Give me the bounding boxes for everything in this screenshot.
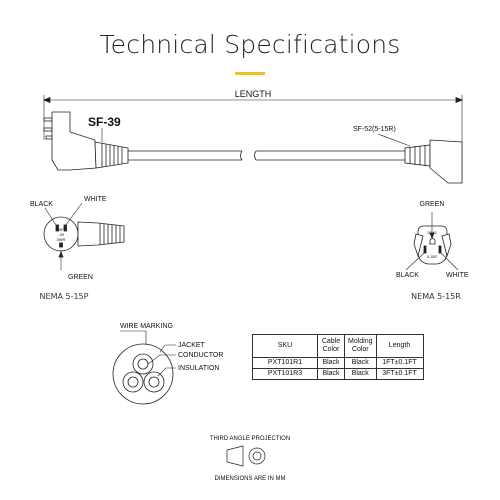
third-angle-projection-icon <box>227 446 265 466</box>
receptacle-black-label: BLACK <box>396 272 419 279</box>
insulation-label: INSULATION <box>178 365 220 372</box>
receptacle-green-label: GREEN <box>419 201 445 208</box>
table-cell-molding-color: Black <box>345 369 377 380</box>
plug-green-label: GREEN <box>68 274 93 281</box>
table-cell-sku: PXT101R1 <box>253 358 318 369</box>
receptacle-caption: NEMA 5-15R <box>411 292 461 301</box>
receptacle-white-label: WHITE <box>446 272 469 279</box>
plug-stamp-line: -39 <box>58 232 64 237</box>
table-cell-length: 1FT±0.1FT <box>376 358 423 369</box>
table-cell-molding-color: Black <box>345 358 377 369</box>
table-row <box>253 358 424 369</box>
plug-caption: NEMA 5-15P <box>39 292 89 301</box>
cable-cross-section <box>113 331 176 404</box>
table-header-molding-color: Molding Color <box>345 335 377 358</box>
page-title: Technical Specifications <box>99 30 401 59</box>
arrow-left-icon <box>44 98 50 103</box>
table-cell-cable-color: Black <box>318 358 345 369</box>
receptacle-stamp-line: SF-52 <box>427 231 437 235</box>
table-cell-cable-color: Black <box>318 369 345 380</box>
table-header-sku: SKU <box>253 335 318 358</box>
spec-table-header-row <box>253 335 424 358</box>
spec-table <box>252 334 424 380</box>
plug-black-label: BLACK <box>30 201 53 208</box>
plug-white-label: WHITE <box>84 196 107 203</box>
arrow-right-icon <box>456 98 462 103</box>
conductor-label: CONDUCTOR <box>178 352 224 359</box>
jacket-label: JACKET <box>178 342 205 349</box>
table-cell-sku: PXT101R3 <box>253 369 318 380</box>
connector-part-label: SF-52(5-15R) <box>353 126 396 133</box>
projection-label: THIRD ANGLE PROJECTION <box>209 436 291 442</box>
receptacle-stamp-line: 5-15R <box>427 255 437 259</box>
table-header-cable-color: Cable Color <box>318 335 345 358</box>
plug-stamp-line: SF <box>58 227 64 232</box>
plug-strain-relief <box>95 142 128 168</box>
dimensions-note: DIMENSIONS ARE IN MM <box>214 476 286 482</box>
receptacle-body <box>430 140 462 183</box>
table-cell-length: 3FT±0.1FT <box>376 369 423 380</box>
table-row <box>253 369 424 380</box>
table-header-length: Length <box>376 335 423 358</box>
plug-stamp-line: 3WR <box>56 237 66 242</box>
receptacle-face-view <box>406 212 458 270</box>
length-label: LENGTH <box>234 89 272 99</box>
cable-side-view <box>44 95 462 183</box>
plug-part-label: SF-39 <box>88 115 121 129</box>
wire-marking-label: WIRE MARKING <box>120 323 173 330</box>
